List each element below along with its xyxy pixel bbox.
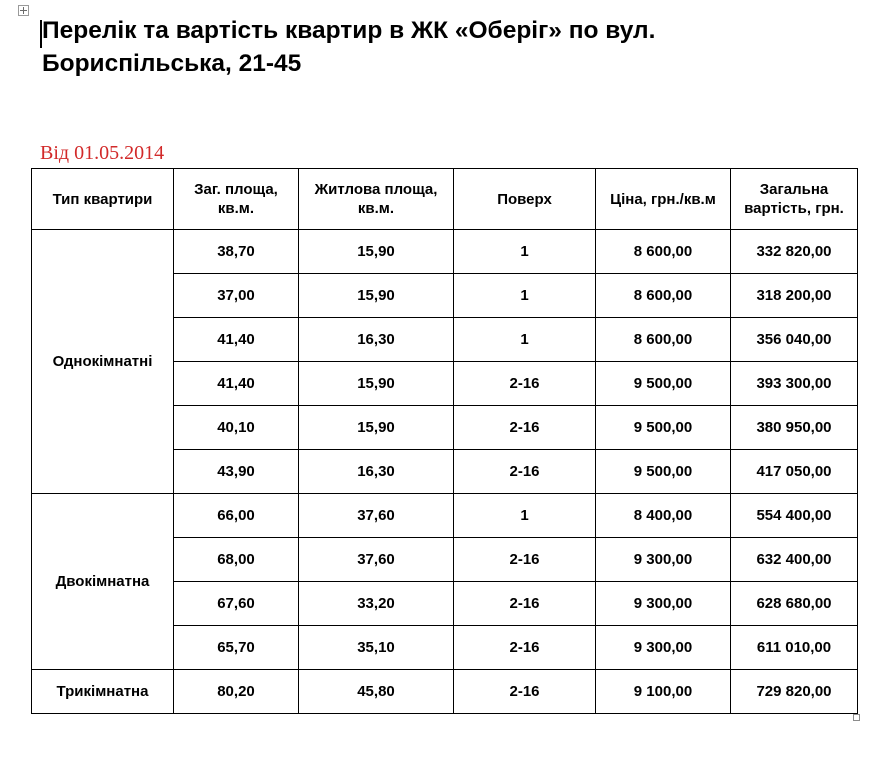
living-area-cell: 15,90 (299, 274, 454, 318)
floor-cell: 2-16 (454, 450, 596, 494)
living-area-cell: 16,30 (299, 450, 454, 494)
apartments-table (31, 168, 858, 714)
living-area-cell: 15,90 (299, 406, 454, 450)
total-area-cell: 43,90 (174, 450, 299, 494)
total-area-cell: 38,70 (174, 230, 299, 274)
living-area-cell: 15,90 (299, 362, 454, 406)
table-row (32, 494, 858, 538)
floor-cell: 2-16 (454, 362, 596, 406)
date-line: Від 01.05.2014 (40, 142, 165, 164)
total-cost-cell: 729 820,00 (731, 670, 858, 714)
header-floor: Поверх (454, 169, 596, 230)
total-area-cell: 67,60 (174, 582, 299, 626)
total-area-cell: 40,10 (174, 406, 299, 450)
price-cell: 8 600,00 (596, 230, 731, 274)
total-cost-cell: 393 300,00 (731, 362, 858, 406)
document-title: Перелік та вартість квартир в ЖК «Оберіг» по вул. Бориспільська, 21-45 (42, 17, 656, 77)
header-total-area: Заг. площа, кв.м. (174, 169, 299, 230)
price-cell: 9 100,00 (596, 670, 731, 714)
floor-cell: 2-16 (454, 670, 596, 714)
table-row (32, 670, 858, 714)
living-area-cell: 45,80 (299, 670, 454, 714)
price-cell: 9 300,00 (596, 582, 731, 626)
header-living-area: Житлова площа, кв.м. (299, 169, 454, 230)
table-row (32, 230, 858, 274)
header-price-per-sqm: Ціна, грн./кв.м (596, 169, 731, 230)
price-cell: 9 300,00 (596, 538, 731, 582)
price-cell: 8 400,00 (596, 494, 731, 538)
total-cost-cell: 318 200,00 (731, 274, 858, 318)
header-apartment-type: Тип квартири (32, 169, 174, 230)
total-area-cell: 80,20 (174, 670, 299, 714)
floor-cell: 1 (454, 494, 596, 538)
floor-cell: 1 (454, 230, 596, 274)
living-area-cell: 15,90 (299, 230, 454, 274)
price-cell: 8 600,00 (596, 274, 731, 318)
total-area-cell: 66,00 (174, 494, 299, 538)
living-area-cell: 37,60 (299, 494, 454, 538)
living-area-cell: 33,20 (299, 582, 454, 626)
apartment-type-cell: Трикімнатна (32, 670, 174, 714)
total-cost-cell: 632 400,00 (731, 538, 858, 582)
table-resize-handle[interactable] (853, 714, 860, 721)
living-area-cell: 37,60 (299, 538, 454, 582)
total-cost-cell: 628 680,00 (731, 582, 858, 626)
total-area-cell: 41,40 (174, 362, 299, 406)
price-cell: 8 600,00 (596, 318, 731, 362)
total-cost-cell: 611 010,00 (731, 626, 858, 670)
total-area-cell: 37,00 (174, 274, 299, 318)
apartment-type-cell: Однокімнатні (32, 230, 174, 494)
price-cell: 9 500,00 (596, 362, 731, 406)
price-cell: 9 300,00 (596, 626, 731, 670)
apartment-type-cell: Двокімнатна (32, 494, 174, 670)
table-header-row (32, 169, 858, 230)
price-cell: 9 500,00 (596, 450, 731, 494)
floor-cell: 2-16 (454, 626, 596, 670)
floor-cell: 1 (454, 274, 596, 318)
price-cell: 9 500,00 (596, 406, 731, 450)
total-area-cell: 68,00 (174, 538, 299, 582)
total-cost-cell: 332 820,00 (731, 230, 858, 274)
total-cost-cell: 356 040,00 (731, 318, 858, 362)
floor-cell: 2-16 (454, 538, 596, 582)
header-total-cost: Загальна вартість, грн. (731, 169, 858, 230)
floor-cell: 2-16 (454, 406, 596, 450)
floor-cell: 2-16 (454, 582, 596, 626)
total-cost-cell: 380 950,00 (731, 406, 858, 450)
floor-cell: 1 (454, 318, 596, 362)
total-cost-cell: 554 400,00 (731, 494, 858, 538)
total-area-cell: 65,70 (174, 626, 299, 670)
living-area-cell: 16,30 (299, 318, 454, 362)
living-area-cell: 35,10 (299, 626, 454, 670)
total-area-cell: 41,40 (174, 318, 299, 362)
total-cost-cell: 417 050,00 (731, 450, 858, 494)
table-move-handle[interactable] (18, 5, 29, 16)
